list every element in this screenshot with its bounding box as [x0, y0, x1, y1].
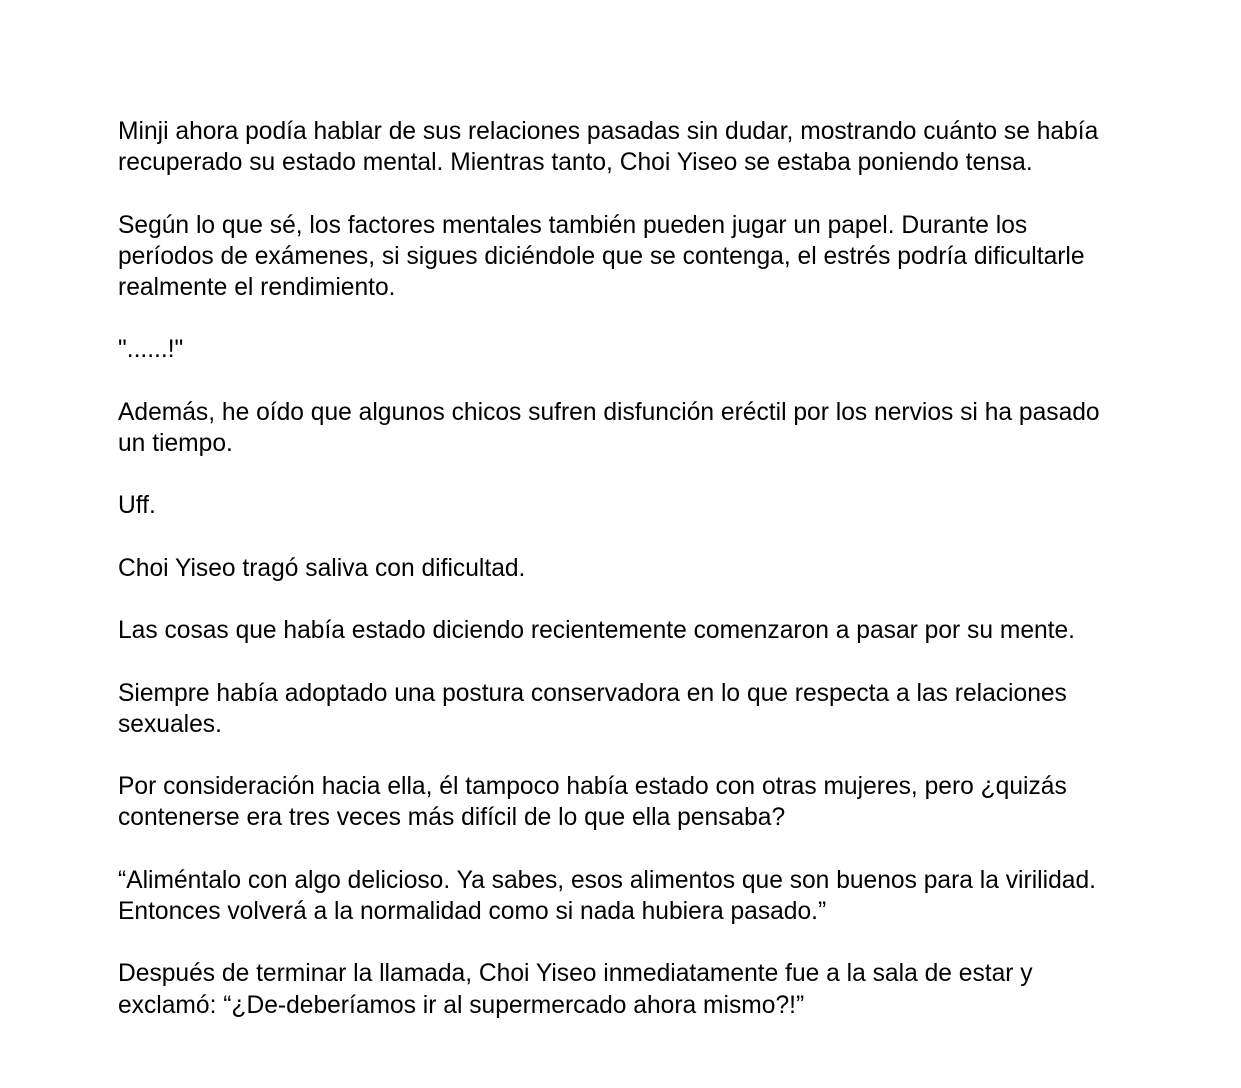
paragraph: Además, he oído que algunos chicos sufren disfunción eréctil por los nervios si ha pasado un tiempo. — [118, 398, 1100, 457]
document-body — [118, 116, 1128, 1021]
paragraph: Minji ahora podía hablar de sus relaciones pasadas sin dudar, mostrando cuánto se había recuperado su estado mental. Mientras tanto, Choi Yiseo se estaba poniendo tensa. — [118, 118, 1099, 177]
paragraph: “Aliméntalo con algo delicioso. Ya sabes, esos alimentos que son buenos para la virilidad. Entonces volverá a la normalidad como si nada hubiera pasado.” — [118, 866, 1096, 925]
paragraph: Las cosas que había estado diciendo recientemente comenzaron a pasar por su mente. — [118, 617, 1076, 645]
paragraph: Después de terminar la llamada, Choi Yiseo inmediatamente fue a la sala de estar y exclamó: “¿De-deberíamos ir al supermercado ahora mismo?!” — [118, 960, 1033, 1019]
paragraph: Uff. — [118, 492, 156, 520]
paragraph: Choi Yiseo tragó saliva con dificultad. — [118, 554, 526, 582]
paragraph: Por consideración hacia ella, él tampoco había estado con otras mujeres, pero ¿quizás contenerse era tres veces más difícil de lo que ella pensaba? — [118, 773, 1067, 832]
paragraph: "......!" — [118, 336, 184, 364]
paragraph: Según lo que sé, los factores mentales también pueden jugar un papel. Durante los períodos de exámenes, si sigues diciéndole que se contenga, el estrés podría dificultarle realmente el rendimiento. — [118, 211, 1085, 301]
paragraph: Siempre había adoptado una postura conservadora en lo que respecta a las relaciones sexuales. — [118, 679, 1067, 738]
